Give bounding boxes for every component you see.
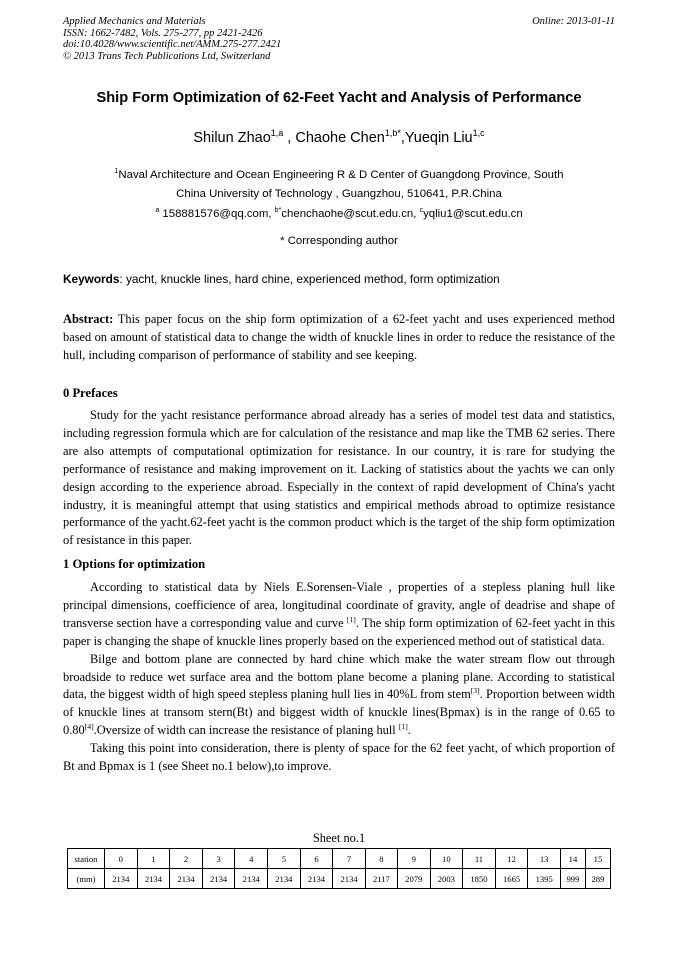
- station-cell: 13: [528, 849, 561, 869]
- journal-header: [63, 16, 615, 62]
- text-run: .Oversize of width can increase the resistance of planing hull: [93, 723, 399, 738]
- table-row: [68, 869, 611, 889]
- width-cell: 2134: [202, 869, 235, 889]
- table-row: [68, 849, 611, 869]
- author-sep: ,: [400, 130, 405, 146]
- corresponding-author-note: * Corresponding author: [280, 235, 398, 247]
- text-run: According to statistical data by Niels E.Sorensen-Viale , properties of a stepless planing hull like principal dimensions, coefficience of area, longitudinal coordinate of gravity, angle of deadrise and shape of transverse section have a corresponding value and curve: [63, 580, 615, 630]
- section-heading: 0 Prefaces: [63, 386, 118, 400]
- row-label: station: [68, 849, 105, 869]
- affiliation-line: Naval Architecture and Ocean Engineering R & D Center of Guangdong Province, South: [118, 169, 564, 181]
- email-address: yqliu1@scut.edu.cn: [423, 208, 523, 220]
- paragraph: [63, 579, 615, 651]
- width-cell: 2134: [137, 869, 170, 889]
- text-run: . The ship form optimization of 62-feet yacht in this paper is changing the shape of knuckle lines properly based on the experienced method out of statistical data.: [63, 615, 615, 648]
- station-cell: 3: [202, 849, 235, 869]
- journal-line: © 2013 Trans Tech Publications Ltd, Switzerland: [63, 50, 271, 62]
- station-cell: 15: [585, 849, 610, 869]
- station-cell: 14: [560, 849, 585, 869]
- email-address: 158881576@qq.com,: [162, 208, 275, 220]
- email-sup: a: [155, 207, 160, 215]
- journal-line: ISSN: 1662-7482, Vols. 275-277, pp 2421-2426: [63, 27, 263, 39]
- station-cell: 6: [300, 849, 333, 869]
- email-sup: b*: [274, 207, 282, 215]
- text-run: . Proportion between width of knuckle lines at transom stern(Bt) and biggest width of knuckle lines(Bpmax) is in the range of 0.65 to 0.80: [63, 687, 615, 738]
- station-cell: 7: [333, 849, 366, 869]
- affiliation: [70, 166, 608, 203]
- author-sup: 1,a: [270, 128, 284, 139]
- author-sep: ,: [283, 130, 296, 146]
- section-body: [63, 579, 615, 776]
- station-cell: 2: [170, 849, 203, 869]
- width-cell: 2134: [105, 869, 138, 889]
- station-cell: 8: [365, 849, 397, 869]
- station-cell: 0: [105, 849, 138, 869]
- width-cell: 2003: [430, 869, 463, 889]
- table-caption: Sheet no.1: [312, 831, 366, 845]
- author-sup: 1,b*: [384, 128, 401, 139]
- keywords-label: Keywords: [63, 272, 120, 286]
- citation: [1]: [346, 614, 356, 624]
- author-name: Chaohe Chen: [295, 130, 385, 146]
- author-list: [0, 130, 678, 146]
- width-cell: 2134: [268, 869, 301, 889]
- station-cell: 11: [463, 849, 496, 869]
- affiliation-sup: 1: [114, 168, 119, 176]
- citation: [3]: [470, 686, 480, 696]
- citation: [4]: [84, 722, 94, 732]
- author-name: Shilun Zhao: [193, 130, 271, 146]
- paragraph: Study for the yacht resistance performance abroad already has a series of model test data and statistics, including regression formula which are for calculation of the resistance and map like the TMB 62 series. There are also attempts of computational optimization for resistance. In our country, it is rare for studying the performance of resistance and making improvement on it. Lacking of statistics about the yachts we can only design according to the experience abroad. Especially in the context of rapid development of China's yacht industry, it is meaningful attempt that using statistics and empirical methods abroad to optimize resistance performance of the yacht.62-feet yacht is the common product which is the target of the ship form optimization of resistance in this paper.: [63, 408, 615, 548]
- abstract: [63, 311, 615, 365]
- station-cell: 5: [268, 849, 301, 869]
- abstract-text: This paper focus on the ship form optimization of a 62-feet yacht and uses experienced method based on amount of statistical data to change the width of knuckle lines in order to reduce the resistance of the hull, including comparison of performance of stability and see keeping.: [63, 312, 615, 362]
- journal-line: Applied Mechanics and Materials: [63, 16, 206, 27]
- email-address: chenchaohe@scut.edu.cn,: [281, 208, 420, 220]
- paragraph: [63, 651, 615, 741]
- width-cell: 2134: [235, 869, 268, 889]
- keywords: [63, 272, 615, 286]
- text-run: Bilge and bottom plane are connected by hard chine which make the water stream flow out through broadside to reduce wet surface area and the bottom plane become a planing plane. According to statistical data, the biggest width of high speed stepless planing hull lies in 40%L from stem: [63, 651, 615, 702]
- abstract-label: Abstract:: [63, 312, 114, 326]
- sheet-table: [67, 848, 611, 889]
- width-cell: 289: [585, 869, 610, 889]
- citation: [1]: [398, 722, 408, 732]
- email-sup: c: [419, 207, 424, 215]
- width-cell: 2134: [300, 869, 333, 889]
- paper-title: Ship Form Optimization of 62-Feet Yacht and Analysis of Performance: [96, 90, 582, 106]
- width-cell: 1850: [463, 869, 496, 889]
- width-cell: 2117: [365, 869, 397, 889]
- station-cell: 9: [397, 849, 430, 869]
- section-heading: 1 Options for optimization: [63, 557, 206, 571]
- station-cell: 4: [235, 849, 268, 869]
- station-cell: 12: [495, 849, 528, 869]
- keywords-text: : yacht, knuckle lines, hard chine, experienced method, form optimization: [119, 272, 500, 286]
- width-cell: 2079: [397, 869, 430, 889]
- text-run: .: [407, 723, 411, 738]
- width-cell: 2134: [333, 869, 366, 889]
- email-list: [0, 208, 678, 220]
- width-cell: 1395: [528, 869, 561, 889]
- width-cell: 1665: [495, 869, 528, 889]
- journal-line: doi:10.4028/www.scientific.net/AMM.275-277.2421: [63, 39, 282, 50]
- affiliation-line: China University of Technology , Guangzhou, 510641, P.R.China: [176, 187, 502, 200]
- station-cell: 1: [137, 849, 170, 869]
- width-cell: 999: [560, 869, 585, 889]
- station-cell: 10: [430, 849, 463, 869]
- online-date: Online: 2013-01-11: [532, 16, 615, 27]
- width-cell: 2134: [170, 869, 203, 889]
- row-label: (mm): [68, 869, 105, 889]
- section-body: [63, 407, 615, 550]
- author-sup: 1,c: [472, 128, 485, 139]
- paragraph: Taking this point into consideration, there is plenty of space for the 62 feet yacht, of which proportion of Bt and Bpmax is 1 (see Sheet no.1 below),to improve.: [63, 741, 615, 774]
- author-name: Yueqin Liu: [404, 130, 473, 146]
